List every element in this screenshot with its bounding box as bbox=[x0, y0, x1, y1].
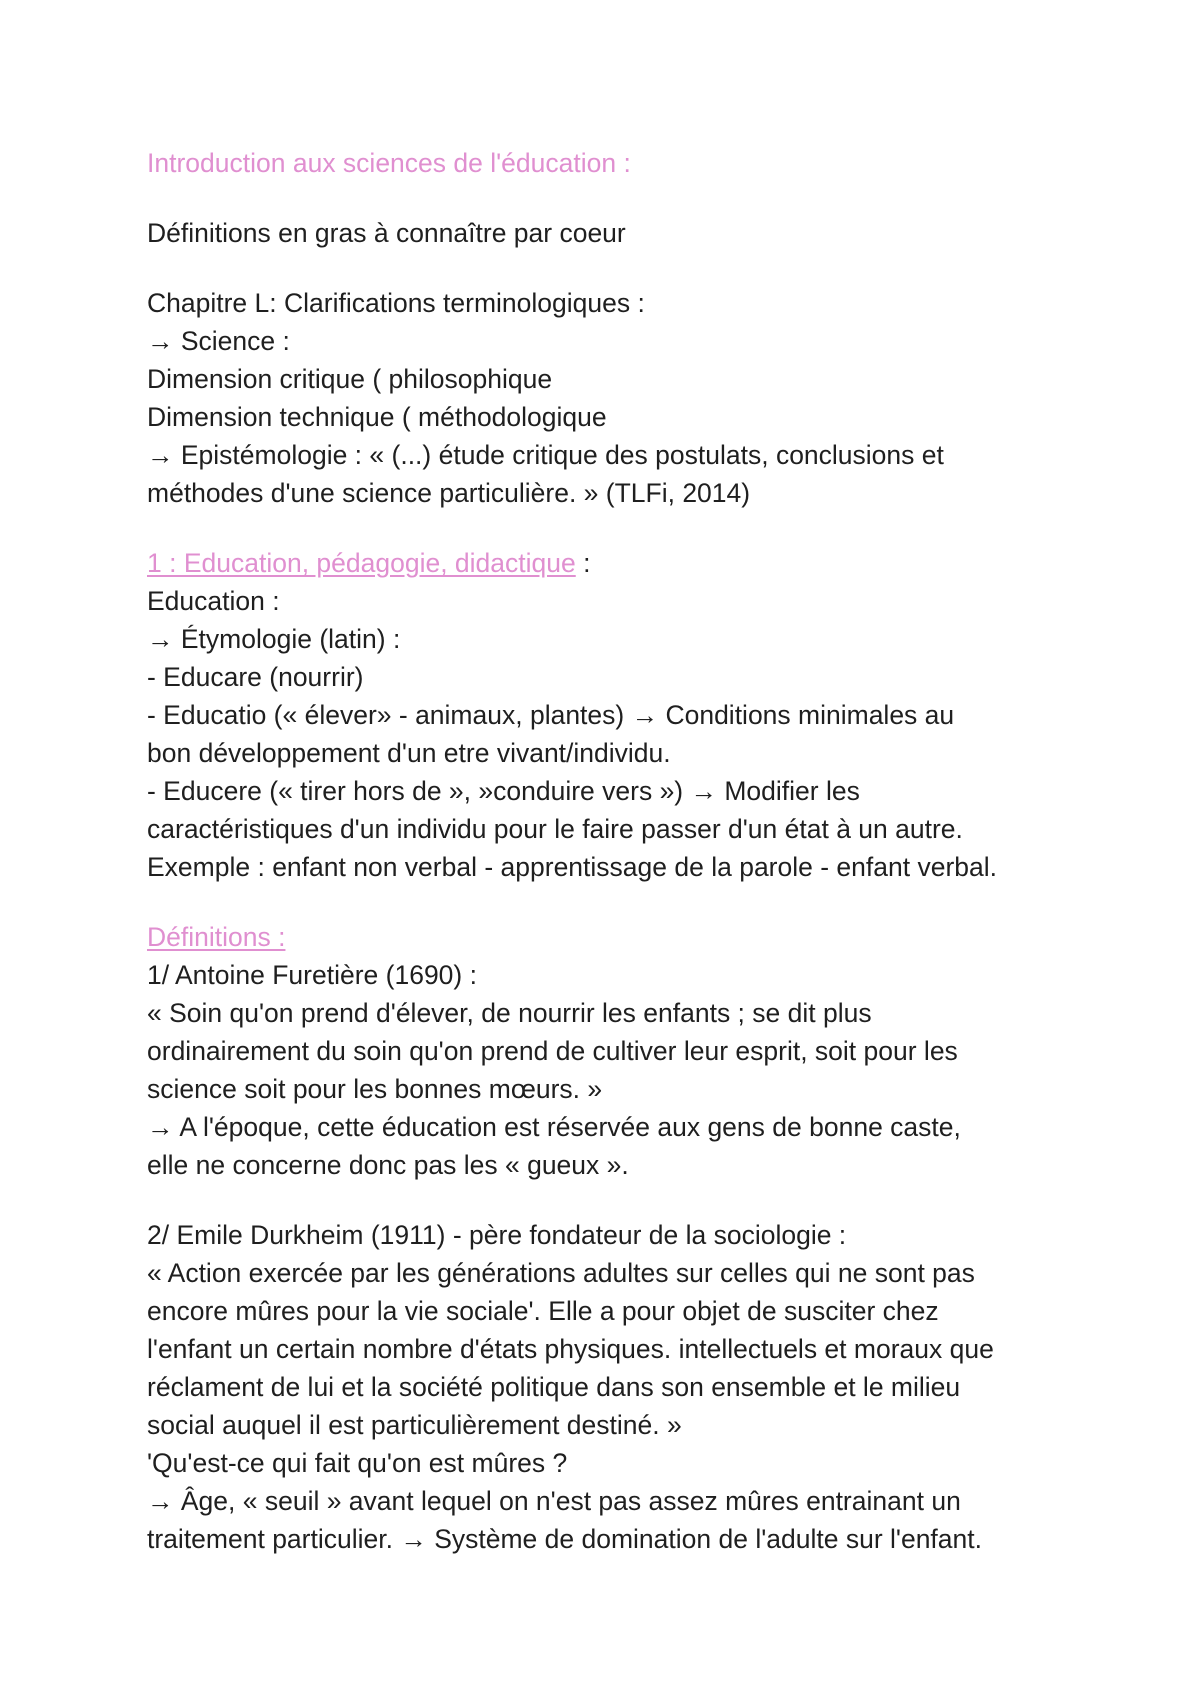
text-line: → Epistémologie : « (...) étude critique des postulats, conclusions et bbox=[147, 440, 944, 470]
text-line: Education : bbox=[147, 586, 280, 616]
text-line: ordinairement du soin qu'on prend de cultiver leur esprit, soit pour les bbox=[147, 1036, 958, 1066]
definitions-heading: Définitions : bbox=[147, 922, 286, 952]
text-line: 2/ Emile Durkheim (1911) - père fondateur de la sociologie : bbox=[147, 1220, 847, 1250]
text-line: - Educare (nourrir) bbox=[147, 662, 364, 692]
text-line: Dimension technique ( méthodologique bbox=[147, 402, 607, 432]
text-line: 1/ Antoine Furetière (1690) : bbox=[147, 960, 477, 990]
document-subtitle: Définitions en gras à connaître par coeur bbox=[147, 218, 626, 248]
text-line: elle ne concerne donc pas les « gueux ». bbox=[147, 1150, 629, 1180]
text-line: science soit pour les bonnes mœurs. » bbox=[147, 1074, 603, 1104]
text-line: encore mûres pour la vie sociale'. Elle a pour objet de susciter chez bbox=[147, 1296, 939, 1326]
text-line: - Educatio (« élever» - animaux, plantes) → Conditions minimales au bbox=[147, 700, 955, 730]
text-line: Dimension critique ( philosophique bbox=[147, 364, 553, 394]
section-definitions bbox=[147, 918, 1087, 1558]
text-line: l'enfant un certain nombre d'états physiques. intellectuels et moraux que bbox=[147, 1334, 994, 1364]
text-line: → A l'époque, cette éducation est réservée aux gens de bonne caste, bbox=[147, 1112, 961, 1142]
text-line: traitement particulier. → Système de domination de l'adulte sur l'enfant. bbox=[147, 1524, 982, 1554]
text-line: Exemple : enfant non verbal - apprentissage de la parole - enfant verbal. bbox=[147, 852, 997, 882]
chapter-heading: Chapitre L: Clarifications terminologiques : bbox=[147, 288, 645, 318]
text-line: → Science : bbox=[147, 326, 290, 356]
section-heading-link: 1 : Education, pédagogie, didactique bbox=[147, 548, 576, 578]
text-line: « Soin qu'on prend d'élever, de nourrir les enfants ; se dit plus bbox=[147, 998, 872, 1028]
text-line: → Âge, « seuil » avant lequel on n'est pas assez mûres entrainant un bbox=[147, 1486, 961, 1516]
text-line: bon développement d'un etre vivant/individu. bbox=[147, 738, 671, 768]
chapter-section bbox=[147, 284, 1087, 512]
text-line: 'Qu'est-ce qui fait qu'on est mûres ? bbox=[147, 1448, 568, 1478]
section-heading bbox=[147, 544, 1087, 582]
document-page bbox=[147, 144, 1087, 1558]
text-line: social auquel il est particulièrement destiné. » bbox=[147, 1410, 682, 1440]
section-heading-suffix: : bbox=[575, 548, 591, 578]
text-line: méthodes d'une science particulière. » (TLFi, 2014) bbox=[147, 478, 751, 508]
text-line: - Educere (« tirer hors de », »conduire vers ») → Modifier les bbox=[147, 776, 860, 806]
text-line: « Action exercée par les générations adultes sur celles qui ne sont pas bbox=[147, 1258, 975, 1288]
document-title: Introduction aux sciences de l'éducation : bbox=[147, 148, 631, 178]
text-line: réclament de lui et la société politique dans son ensemble et le milieu bbox=[147, 1372, 961, 1402]
section-education bbox=[147, 544, 1087, 886]
text-line: caractéristiques d'un individu pour le faire passer d'un état à un autre. bbox=[147, 814, 963, 844]
text-line: → Étymologie (latin) : bbox=[147, 624, 401, 654]
